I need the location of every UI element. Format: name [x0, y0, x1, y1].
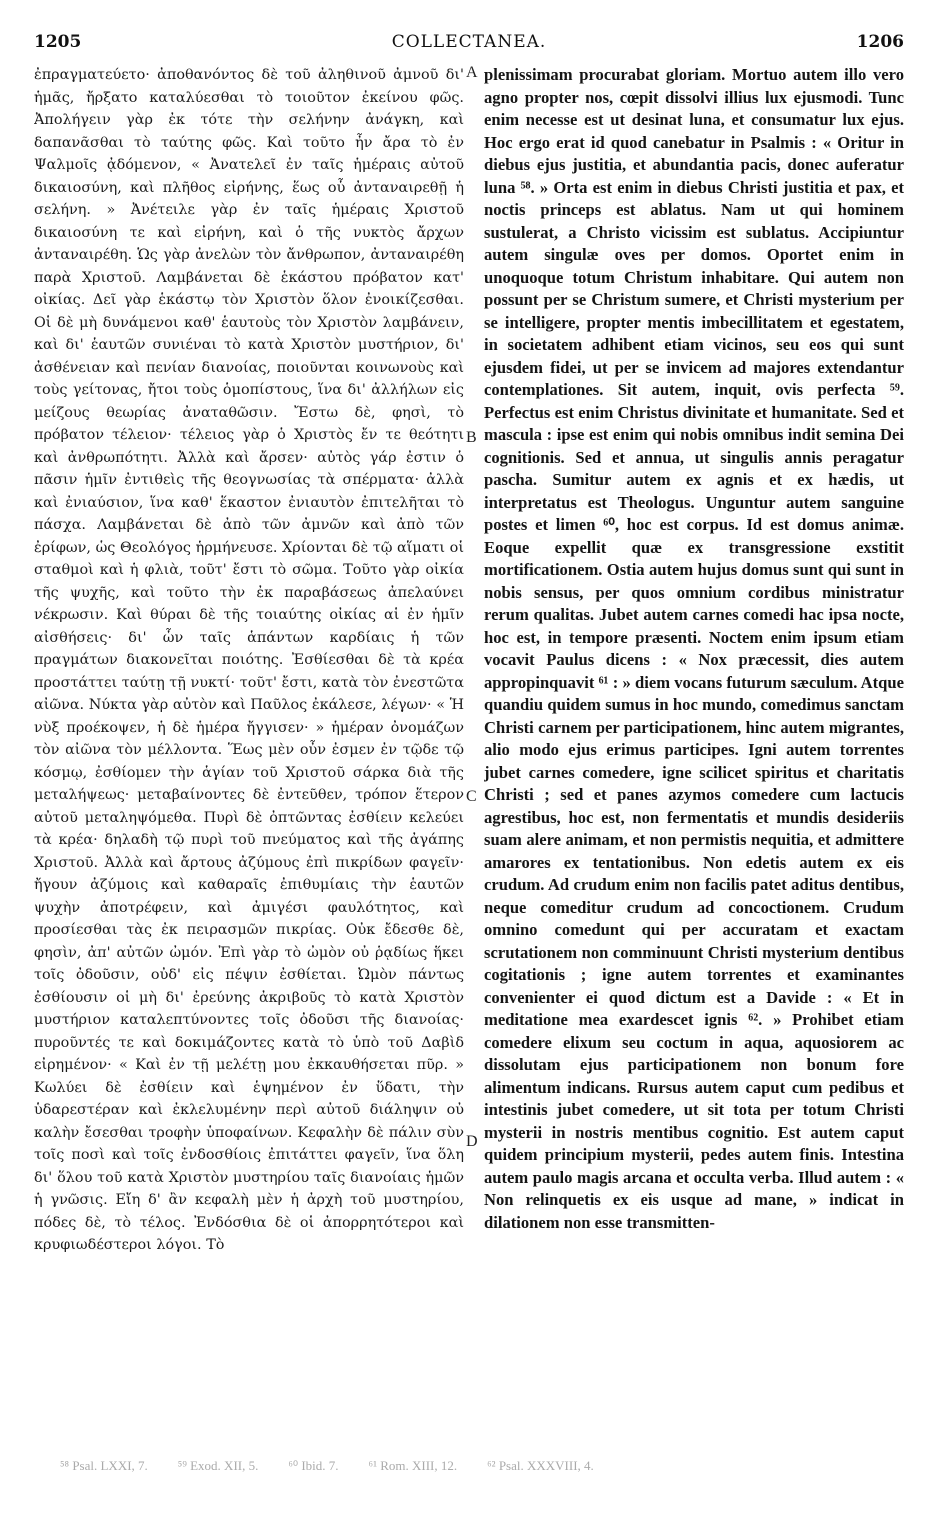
footnote: ⁶² Psal. XXXVIII, 4. [487, 1458, 594, 1473]
section-marker-b: B [466, 429, 477, 446]
footnotes [60, 1458, 920, 1474]
section-marker-a: A [466, 64, 478, 81]
greek-text: ἐπραγματεύετο· ἀποθανόντος δὲ τοῦ ἀληθινοῦ ἀμνοῦ δι' ἡμᾶς, ἤρξατο καταλύεσθαι τὸ τοιοῦτον ἐκείνου φῶς. Ἀπολήγειν γὰρ ἐκ τότε τὴν σελήνην ἀνάγκη, καὶ δαπανᾶσθαι τὸ ταύτης φῶς. Καὶ τοῦτο ἦν ἄρα τὸ ἐν Ψαλμοῖς ᾀδόμενον, « Ἀνατελεῖ ἐν ταῖς ἡμέραις αὐτοῦ δικαιοσύνη, καὶ πλῆθος εἰρήνης, ἕως οὗ ἀνταναιρεθῇ ἡ σελήνη. » Ἀνέτειλε γὰρ ἐν ταῖς ἡμέραις Χριστοῦ δικαιοσύνη τε καὶ εἰρήνη, καὶ ὁ τῆς νυκτὸς ἄρχων ἀνταναιρέθη. Ὡς γὰρ ἀνελὼν τὸν ἄνθρωπον, ἀνταναιρέθη παρὰ Χριστοῦ. Λαμβάνεται δὲ ἑκάστου πρόβατον κατ' οἰκίας. Δεῖ γὰρ ἑκάστῳ τὸν Χριστὸν ὅλον ἐνοικίζεσθαι. Οἱ δὲ μὴ δυνάμενοι καθ' ἑαυτοὺς τὸν Χριστὸν λαμβάνειν, καὶ δι' ἑαυτῶν συνιέναι τὸ κατὰ Χριστὸν μυστήριον, δι' ἀσθένειαν καὶ πενίαν διανοίας, ποιοῦνται κοινωνοὺς καὶ τοὺς γείτονας, ἤτοι τοὺς ὁμοπίστους, ἵνα δι' ἀλλήλων εἰς μείζους θεωρίας ἀναταθῶσιν. Ἔστω δὲ, φησὶ, τὸ πρόβατον τέλειον· τέλειος γὰρ ὁ Χριστὸς ἔν τε θεότητι καὶ ἀνθρωπότητι. Ἀλλὰ καὶ ἄρσεν· αὐτὸς γάρ ἐστιν ὁ πᾶσιν ἡμῖν ἐντιθεὶς τῆς θεογνωσίας τὰ σπέρματα· ἀλλὰ καὶ ἐνιαύσιον, ἵνα καθ' ἕκαστον ἐνιαυτὸν ἐπιτελῆται τὸ πάσχα. Λαμβάνεται δὲ ἀπὸ τῶν ἀμνῶν καὶ ἀπὸ τῶν ἐρίφων, ὡς Θεολόγος ἡρμήνευσε. Χρίονται δὲ τῷ αἵματι οἱ σταθμοὶ καὶ ἡ φλιὰ, τοῦτ' ἔστι τὸ σῶμα. Τοῦτο γὰρ οἰκία τῆς ψυχῆς, καὶ τοῦτο τὴν ἐκ παραβάσεως ἀπελαύνει νέκρωσιν. Καὶ θύραι δὲ τῆς τοιαύτης οἰκίας αἱ ἐν ἡμῖν αἰσθήσεις· δι' ὧν ταῖς ἁπάντων καρδίαις ἡ τῶν πραγμάτων διακονεῖται ποιότης. Ἐσθίεσθαι δὲ τὰ κρέα προστάττει ταύτῃ τῇ νυκτί· τοῦτ' ἔστι, κατὰ τὸν ἐνεστῶτα αἰῶνα. Νύκτα γὰρ αὐτὸν καὶ Παῦλος ἐκάλεσε, λέγων· « Ἡ νὺξ προέκοψεν, ἡ δὲ ἡμέρα ἤγγισεν· » ἡμέραν ὀνομάζων τὸν αἰῶνα τὸν μέλλοντα. Ἕως μὲν οὖν ἐσμεν ἐν τῷδε τῷ κόσμῳ, ἐσθίομεν τὴν ἁγίαν τοῦ Χριστοῦ σάρκα διὰ τῆς μεταλήψεως· μεταβαίνοντες δὲ ἐντεῦθεν, τρόπον ἕτερον αὐτοῦ μεταληψόμεθα. Πυρὶ δὲ ὀπτῶντας ἐσθίειν κελεύει τὰ κρέα· δηλαδὴ τῷ πυρὶ τοῦ πνεύματος καὶ τῆς ἀγάπης Χριστοῦ. Ἀλλὰ καὶ ἄρτους ἀζύμους ἐπὶ πικρίδων φαγεῖν· ἤγουν ἀζύμοις καὶ καθαραῖς ἐπιθυμίαις τὴν ἑαυτῶν ψυχὴν ἀποτρέφειν, καὶ ἀμιγέσι φαυλότητος, καὶ προσίεσθαι τὰς ἐκ πειρασμῶν πικρίας. Οὐκ ἔδεσθε δὲ, φησὶν, ἀπ' αὐτῶν ὠμόν. Ἐπὶ γὰρ τὸ ὠμὸν οὐ ῥᾳδίως ἥκει τοῖς ὀδοῦσιν, οὐδ' εἰς πέψιν ἐσθίεται. Ὠμὸν πάντως ἐσθίουσιν οἱ μὴ δι' ἐρεύνης ἀκριβοῦς τὸ κατὰ Χριστὸν μυστήριον καταλεπτύνοντες τοῖς ὀδοῦσι τῆς διανοίας· πυροῦντές τε καὶ δοκιμάζοντες κατὰ τὸ ὑπὸ τοῦ Δαβὶδ εἰρημένον· « Καὶ ἐν τῇ μελέτῃ μου ἐκκαυθήσεται πῦρ. » Κωλύει δὲ ἐσθίειν καὶ ἑψημένον ἐν ὕδατι, τὴν ὑδαρεστέραν καὶ ἐκλελυμένην περὶ αὐτοῦ διάληψιν οὐ καλὴν ἔσεσθαι τροφὴν ὑποφαίνων. Κεφαλὴν δὲ πάλιν σὺν τοῖς ποσὶ καὶ τοῖς ἐνδοσθίοις ἐπιτάττει φαγεῖν, ἵνα ὅλη δι' ὅλου τοῦ κατὰ Χριστὸν μυστηρίου ταῖς διανοίαις ἡμῶν ἡ γνῶσις. Εἴη δ' ἂν κεφαλὴ μὲν ἡ ἀρχὴ τοῦ μυστηρίου, πόδες δὲ, τὸ τέλος. Ἐνδόσθια δὲ οἱ ἀπορρητότεροι καὶ κρυφιωδέστεροι λόγοι. Τὸ [34, 67, 464, 1253]
footnote: ⁵⁹ Exod. XII, 5. [177, 1458, 259, 1473]
footnote: ⁵⁸ Psal. LXXI, 7. [60, 1458, 148, 1473]
page-number-right: 1206 [856, 32, 904, 52]
section-marker-c: C [466, 788, 477, 805]
page-header [34, 32, 904, 58]
greek-column [34, 64, 464, 1434]
latin-text: plenissimam procurabat gloriam. Mortuo autem illo vero agno propter nos, cœpit dissolvi illius lux ejusmodi. Tunc enim necesse est ut desinat luna, et consumatur lux ejus. Hoc ergo erat id quod canebatur in Psalmis : « Oritur in diebus ejus justitia, et abundantia pacis, donec auferatur luna ⁵⁸. » Orta est enim in diebus Christi justitia et pax, et noctis princeps est ablatus. Nam ut qui hominem sustulerat, a Christo vicissim est sublatus. Accipiuntur autem singulæ oves per domos. Oportet enim in unoquoque totum Christum inhabitare. Qui autem non possunt per se Christum sumere, et Christi mysterium per se intelligere, propter mentis imbecillitatem et egestatem, in societatem adhibent etiam vicinos, seu eos qui sunt ejusdem fidei, ut per se invicem ad majores extendantur contemplationes. Sit autem, inquit, ovis perfecta ⁵⁹. Perfectus est enim Christus divinitate et humanitate. Sed et mascula : ipse est enim qui nobis omnibus indit semina Dei cognitionis. Sed et annua, ut singulis annis peragatur pascha. Sumitur autem ex agnis et ex hædis, ut interpretatus est Theologus. Unguntur autem sanguine postes et limen ⁶⁰, hoc est corpus. Id est domus animæ. Eoque expellit quæ ex transgressione exstitit mortificationem. Ostia autem hujus domus sunt qui sunt in nobis sensus, per quos omnium cordibus ministratur rerum qualitas. Jubet autem carnes comedi hac ipsa nocte, hoc est, in tempore præsenti. Noctem enim ipsum etiam vocavit Paulus dicens : « Nox præcessit, dies autem appropinquavit ⁶¹ : » diem vocans futurum sæculum. Atque quandiu quidem sumus in hoc mundo, comedimus sanctam Christi carnem per participationem, hinc autem migrantes, alio modo ejus erimus participes. Igni autem torrentes jubet carnes comedere, igne scilicet spiritus et charitatis Christi ; sed et panes azymos comedere cum lactucis agrestibus, hoc est, non fermentatis et mundis desideriis suam alere animam, et non permistis nequitia, et admittere amarores ex tentationibus. Non edetis autem ex eis crudum. Ad crudum enim non facilis patet aditus dentibus, neque comeditur crudum ad concoctionem. Crudum omnino comedunt qui per accuratam et exactam scrutationem non comminuunt Christi mysterium dentibus cogitationis ; igne autem torrentes et examinantes convenienter ei quod dictum est a Davide : « Et in meditatione mea exardescet ignis ⁶². » Prohibet etiam comedere elixum seu coctum in aqua, aquosiorem ac dissolutam ejus participationem non bonum fore alimentum indicans. Rursus autem caput cum pedibus et intestinis jubet comedere, ut sit tota per totum Christi mysterii in nostris mentibus cognitio. Est autem caput quidem principium mysterii, pedes autem finis. Intestina autem paulo magis arcana et occulta verba. Illud autem : « Non relinquetis ex eis usque ad mane, » indicat in dilationem non esse transmitten- [484, 65, 904, 1232]
footnote: ⁶¹ Rom. XIII, 12. [368, 1458, 458, 1473]
footnote: ⁶⁰ Ibid. 7. [288, 1458, 339, 1473]
page-number-left: 1205 [34, 32, 82, 52]
running-title: COLLECTANEA. [391, 32, 547, 52]
section-marker-d: D [466, 1133, 478, 1150]
latin-column [484, 64, 904, 1434]
